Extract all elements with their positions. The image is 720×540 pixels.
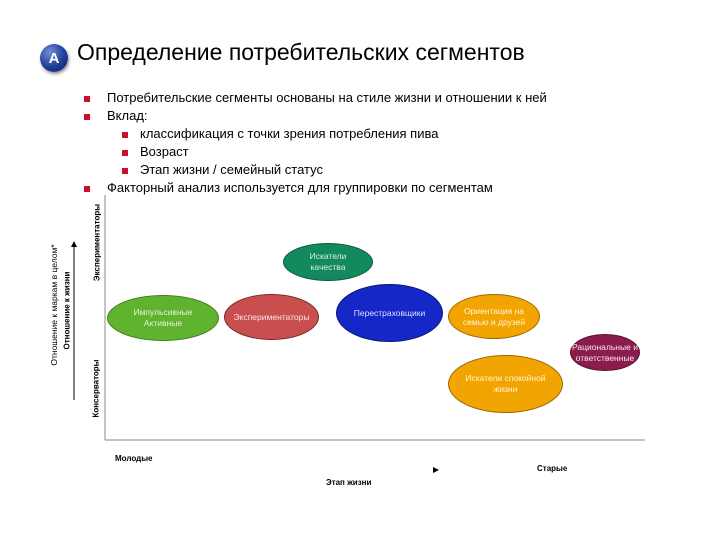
sub-bullet-item: классификация с точки зрения потребления пива — [140, 126, 439, 141]
x-right-label: Старые — [537, 464, 568, 473]
segment-impulsive-active: Импульсивные Активные — [107, 295, 219, 341]
bullet-item: Вклад: — [107, 108, 148, 123]
segment-quiet-life-seekers: Искатели спокойной жизни — [448, 355, 563, 413]
y-top-label: Экспериментаторы — [92, 203, 102, 282]
x-axis-label: Этап жизни — [326, 478, 372, 487]
section-badge-icon: A — [40, 44, 68, 72]
sub-bullet-item: Этап жизни / семейный статус — [140, 162, 323, 177]
x-left-label: Молодые — [115, 454, 153, 463]
segment-family-friends: Ориентация на семью и друзей — [448, 294, 540, 339]
bullet-item: Факторный анализ используется для группировки по сегментам — [107, 180, 493, 195]
x-direction-arrow-icon — [433, 467, 439, 473]
segment-safety-seekers: Перестраховщики — [336, 284, 443, 342]
sub-bullet-item: Возраст — [140, 144, 189, 159]
segment-quality-seekers: Искатели качества — [283, 243, 373, 281]
y-outer-axis-label: Отношение к маркам в целом* — [49, 244, 59, 366]
page-title: Определение потребительских сегментов — [77, 39, 525, 65]
segment-experimenters: Экспериментаторы — [224, 294, 319, 340]
bullet-item: Потребительские сегменты основаны на стиле жизни и отношении к ней — [107, 90, 547, 105]
y-inner-axis-label: Отношение к жизни — [62, 271, 72, 350]
y-bottom-label: Консерваторы — [91, 359, 101, 418]
segment-rational-responsible: Рациональные и ответственные — [570, 334, 640, 371]
